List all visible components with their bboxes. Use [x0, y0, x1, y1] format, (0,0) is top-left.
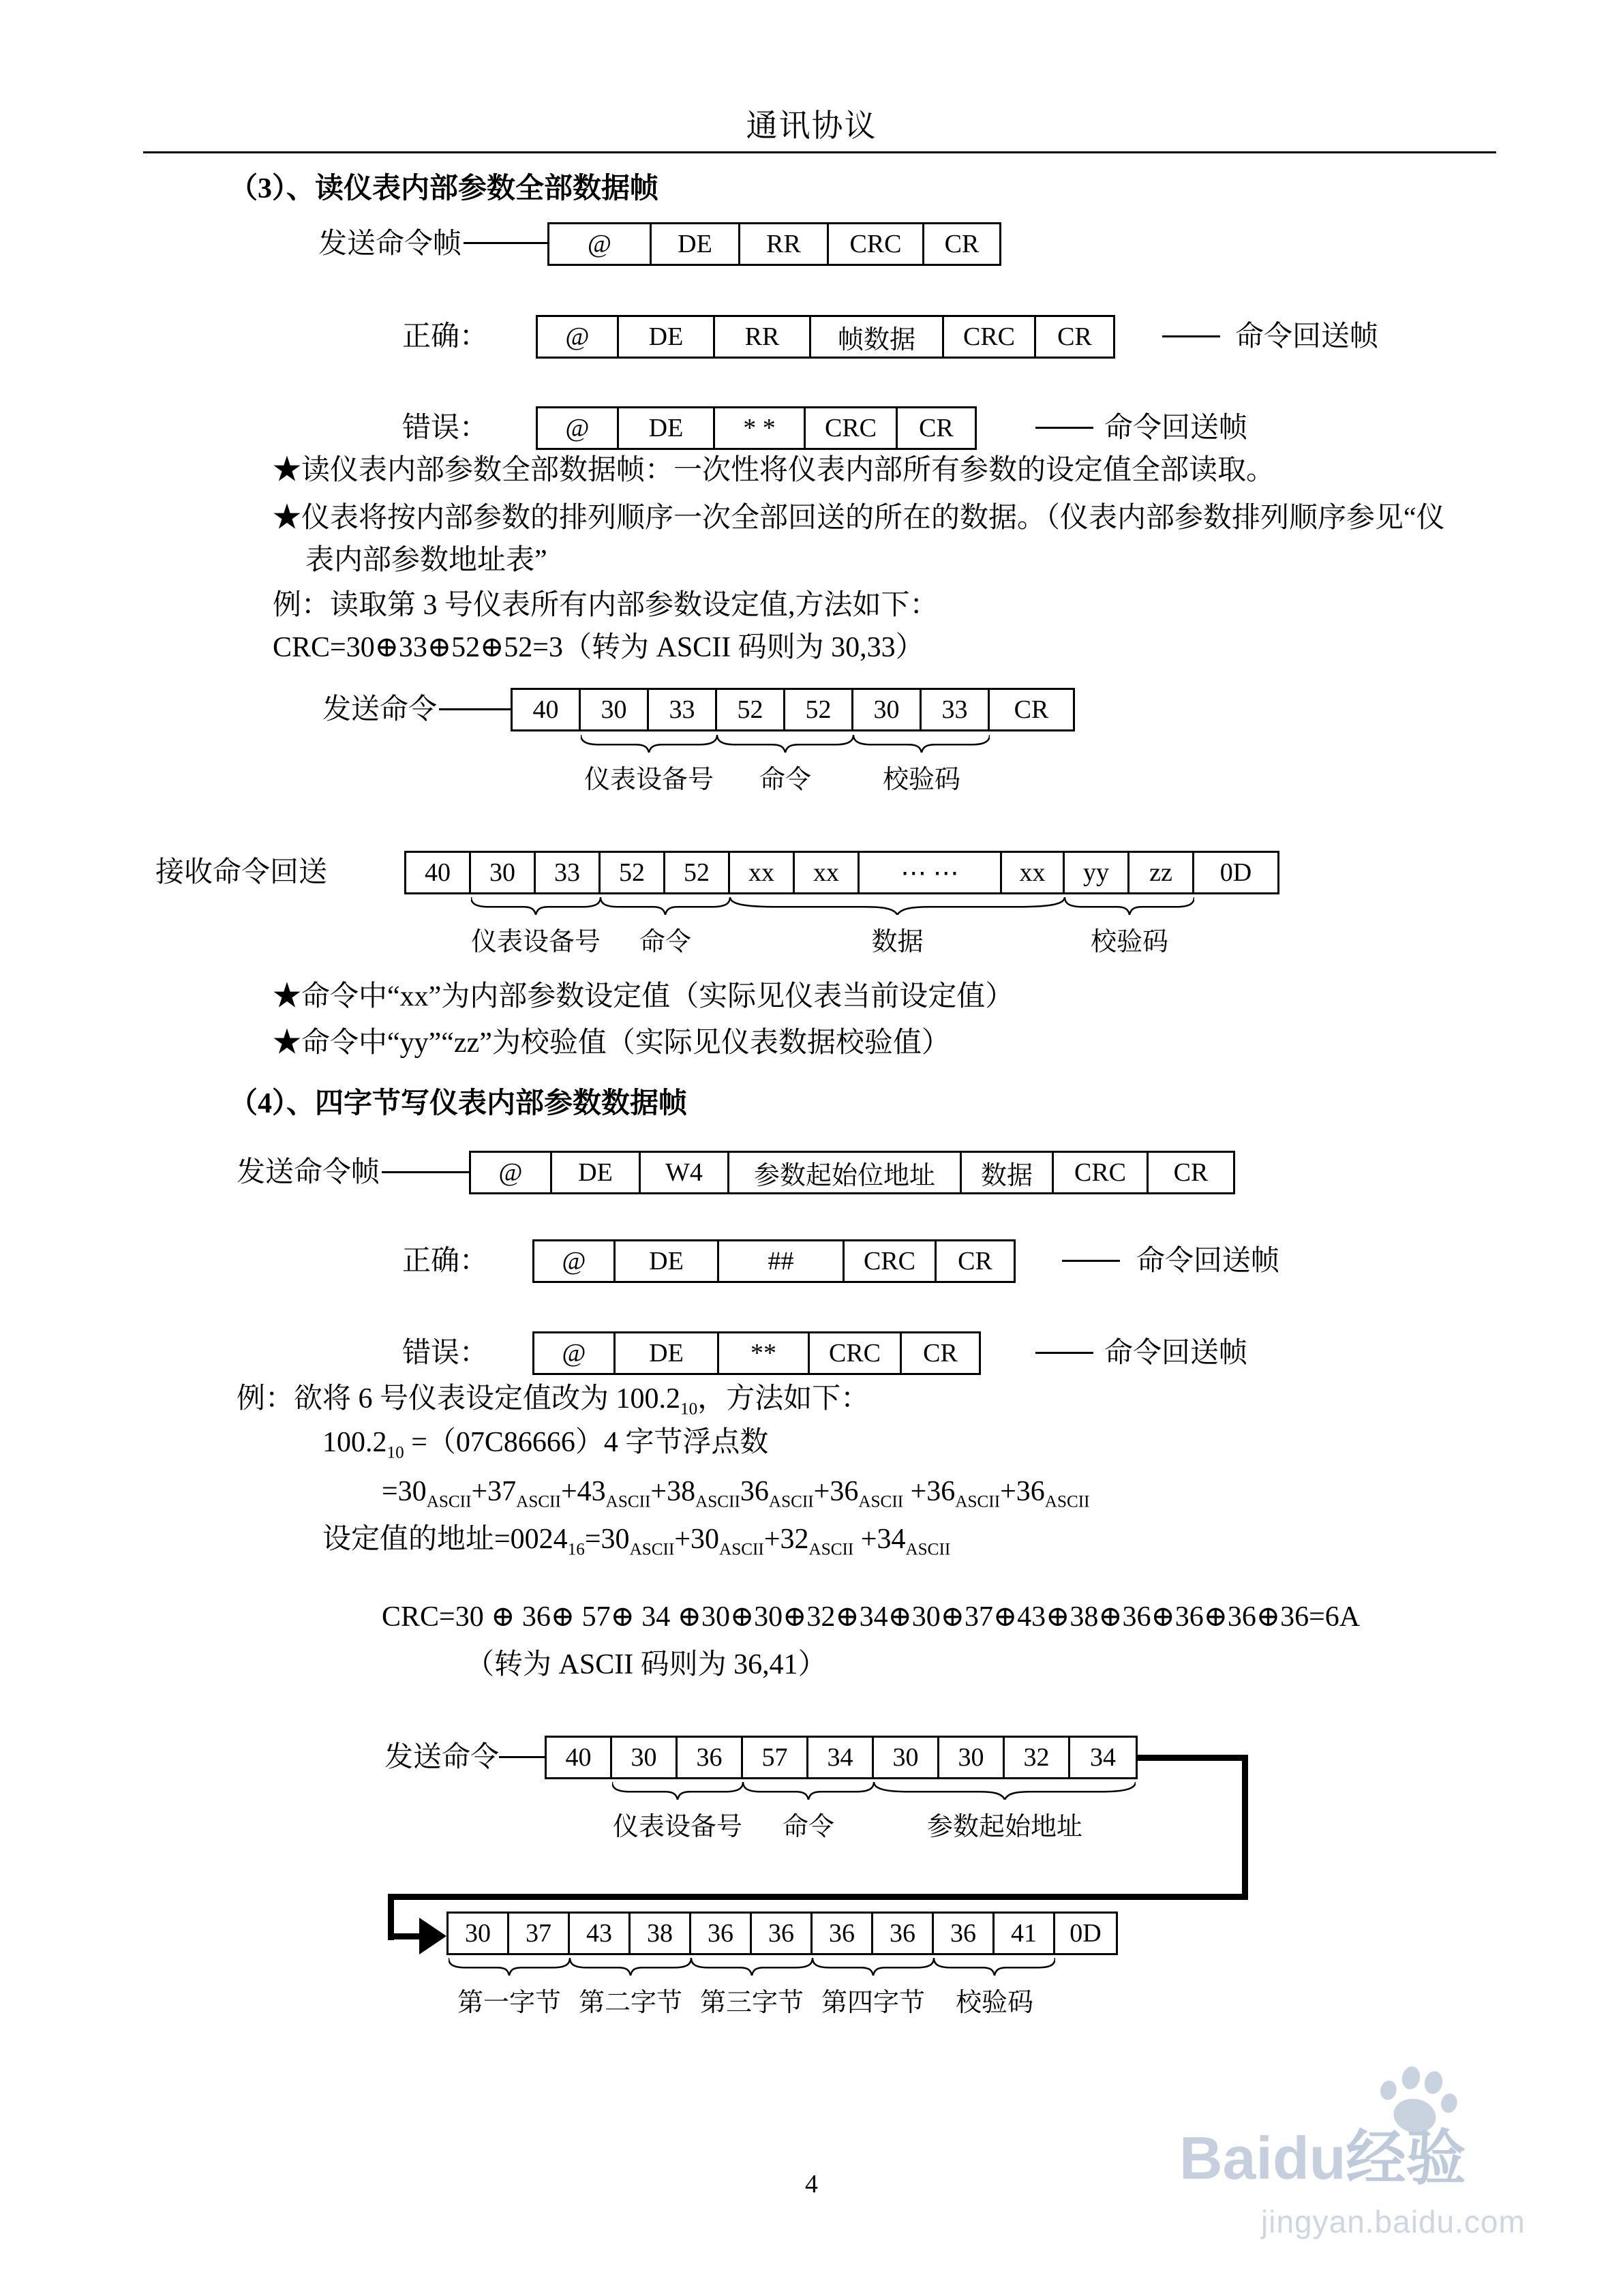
frame-cell: ** — [719, 1333, 810, 1373]
underbrace-group — [691, 1958, 813, 2019]
underbrace-group — [471, 897, 601, 958]
frame-send-bytes-s4 — [545, 1736, 1138, 1779]
frame-send-command-s4 — [469, 1151, 1235, 1194]
frame-data-bytes-s4 — [446, 1912, 1118, 1955]
frame-cell: 数据 — [962, 1153, 1054, 1192]
frame-cell: * * — [715, 408, 806, 448]
note-text: ★命令中“xx”为内部参数设定值（实际见仪表当前设定值） — [273, 981, 1014, 1012]
underbrace — [874, 1782, 1136, 1800]
frame-cell: xx — [730, 853, 795, 892]
frame-response-ok-s4 — [532, 1239, 1016, 1283]
brace-label: 校验码 — [882, 766, 960, 794]
frame-cell: yy — [1065, 853, 1129, 892]
header-rule — [143, 151, 1496, 153]
underbrace-group — [743, 1782, 874, 1843]
frame-cell: DE — [616, 1333, 719, 1373]
frame-response-ok-s3 — [536, 315, 1115, 359]
underbrace — [601, 897, 730, 915]
section3-heading: （3）、读仪表内部参数全部数据帧 — [229, 173, 659, 205]
underbrace-group — [717, 735, 853, 796]
underbrace — [612, 1782, 743, 1800]
frame-cell: 36 — [873, 1914, 934, 1953]
frame-cell: 40 — [406, 853, 471, 892]
underbrace — [813, 1958, 934, 1976]
receive-command-label: 接收命令回送 — [155, 857, 328, 888]
frame-cell: @ — [538, 317, 619, 357]
frame-cell: 30 — [612, 1738, 678, 1777]
watermark-url: jingyan.baidu.com — [1261, 2204, 1526, 2239]
note-text: 表内部参数地址表” — [305, 545, 547, 576]
frame-cell: 38 — [631, 1914, 691, 1953]
frame-cell: CRC — [806, 408, 898, 448]
send-frame-label: 发送命令帧 — [318, 228, 462, 260]
frame-cell: 30 — [874, 1738, 939, 1777]
brace-label: 仪表设备号 — [612, 1813, 742, 1841]
response-frame-label: 命令回送帧 — [1136, 1245, 1280, 1277]
underbrace — [1065, 897, 1194, 915]
underbrace-group — [449, 1958, 570, 2019]
frame-cell: 0D — [1219, 858, 1252, 887]
underbrace-group — [934, 1958, 1055, 2019]
ascii-expansion-line: $=30_{ASCII}+37_{ASCII}+43_{ASCII}+38_{ASCII}36_{ASCII}+36_{ASCII} +36_{ASCII}+36_{ASCII}$ — [382, 1476, 1090, 1511]
frame-receive-bytes-s3 — [404, 851, 1279, 894]
underbrace-group — [612, 1782, 743, 1843]
frame-cell: 33 — [536, 853, 601, 892]
float-value-line: $100.2_{10} =(07C86666)4$ 字节浮点数 — [322, 1427, 769, 1462]
frame-cell: 36 — [752, 1914, 813, 1953]
page-title: 通讯协议 — [746, 108, 877, 143]
send-command-label: 发送命令 — [384, 1742, 500, 1773]
watermark-brand-latin: Baidu — [1179, 2124, 1346, 2192]
frame-cell: CRC — [944, 317, 1036, 357]
brace-label: 第二字节 — [578, 1989, 682, 2017]
frame-cell: DE — [619, 317, 715, 357]
underbrace-group — [601, 897, 730, 958]
brace-label: 第一字节 — [457, 1989, 561, 2017]
connector-line — [1035, 1352, 1093, 1354]
frame-cell: RR — [740, 224, 829, 264]
crc-formula: CRC=30⊕33⊕52⊕52=3（转为 ASCII 码则为 30,33） — [273, 632, 924, 663]
frame-cell: 36 — [691, 1914, 752, 1953]
brace-label: 第三字节 — [699, 1989, 804, 2017]
response-ok-label: 正确： — [402, 1245, 489, 1277]
example-text: 例：欲将 6 号仪表设定值改为 $100.2_{10}$，方法如下： — [237, 1383, 870, 1419]
frame-cell: 52 — [601, 853, 665, 892]
frame-cell: ## — [719, 1241, 845, 1281]
brace-label: 校验码 — [1090, 928, 1168, 956]
connector-line — [1138, 1755, 1248, 1761]
frame-cell: DE — [652, 224, 740, 264]
brace-label: 命令 — [639, 928, 691, 956]
underbrace-group — [570, 1958, 691, 2019]
connector-line — [388, 1933, 422, 1939]
frame-cell: @ — [549, 224, 652, 264]
brace-label: 参数起始地址 — [926, 1813, 1082, 1841]
underbrace-group — [581, 735, 717, 796]
frame-cell: 34 — [808, 1738, 874, 1777]
note-text: ★仪表将按内部参数的排列顺序一次全部回送的所在的数据。（仪表内部参数排列顺序参见“仪 — [273, 502, 1445, 534]
frame-cell: RR — [715, 317, 811, 357]
underbrace — [717, 735, 853, 753]
frame-cell: xx — [1000, 853, 1065, 892]
page-number: 4 — [805, 2170, 818, 2199]
response-error-label: 错误： — [402, 412, 489, 444]
response-frame-label: 命令回送帧 — [1104, 1338, 1248, 1369]
frame-cell: 40 — [547, 1738, 612, 1777]
brace-label: 第四字节 — [821, 1989, 925, 2017]
underbrace-group — [874, 1782, 1136, 1843]
brace-label: 仪表设备号 — [471, 928, 601, 956]
frame-cell: W4 — [641, 1153, 729, 1192]
underbrace — [730, 897, 1065, 915]
watermark-brand — [1179, 2111, 1466, 2196]
frame-cell: CR — [1014, 695, 1049, 724]
brace-label: 校验码 — [955, 1989, 1033, 2017]
frame-cell: 43 — [570, 1914, 631, 1953]
frame-cell: CR — [944, 230, 980, 258]
frame-cell: @ — [534, 1333, 616, 1373]
frame-cell: CRC — [810, 1333, 902, 1373]
response-frame-label: 命令回送帧 — [1104, 412, 1248, 444]
frame-cell: 40 — [513, 690, 581, 729]
underbrace — [691, 1958, 813, 1976]
connector-line — [1162, 335, 1220, 337]
frame-cell: 0D — [1070, 1919, 1102, 1948]
frame-cell: zz — [1129, 853, 1194, 892]
frame-cell: 57 — [743, 1738, 808, 1777]
frame-cell: DE — [619, 408, 715, 448]
underbrace — [570, 1958, 691, 1976]
note-text: ★命令中“yy”“zz”为校验值（实际见仪表数据校验值） — [273, 1027, 950, 1059]
connector-line — [1242, 1755, 1248, 1900]
underbrace — [471, 897, 601, 915]
frame-cell: CR — [923, 1339, 958, 1368]
frame-cell: 32 — [1005, 1738, 1070, 1777]
frame-cell: CR — [919, 414, 954, 442]
frame-cell: @ — [534, 1241, 616, 1281]
frame-cell: 41 — [995, 1914, 1055, 1953]
send-command-label: 发送命令 — [322, 694, 438, 725]
connector-line — [1062, 1260, 1120, 1262]
connector-line — [1035, 427, 1093, 429]
watermark-brand-cjk: 经验 — [1346, 2124, 1466, 2192]
connector-line — [382, 1171, 469, 1173]
underbrace-group — [1065, 897, 1194, 958]
send-frame-label: 发送命令帧 — [237, 1157, 380, 1188]
brace-label: 命令 — [782, 1813, 834, 1841]
response-ok-label: 正确： — [402, 321, 489, 352]
frame-cell: 34 — [1090, 1743, 1116, 1772]
example-text: 例：读取第 3 号仪表所有内部参数设定值,方法如下： — [273, 590, 939, 621]
frame-send-command-s3 — [547, 222, 1001, 266]
address-line: 设定值的地址$=0024_{16}=30_{ASCII}+30_{ASCII}+32_{ASCII} +34_{ASCII}$ — [322, 1524, 951, 1559]
frame-response-error-s3 — [536, 406, 977, 450]
frame-cell: CR — [1057, 322, 1092, 351]
frame-cell: 30 — [581, 690, 649, 729]
frame-send-bytes-s3 — [511, 688, 1075, 731]
frame-cell: 参数起始位地址 — [729, 1153, 962, 1192]
connector-line — [439, 708, 511, 710]
frame-cell: CRC — [829, 224, 924, 264]
frame-cell: CR — [958, 1247, 992, 1275]
brace-label: 仪表设备号 — [583, 766, 714, 794]
response-error-label: 错误： — [402, 1338, 489, 1369]
section4-heading: （4）、四字节写仪表内部参数数据帧 — [229, 1088, 688, 1119]
frame-cell: @ — [538, 408, 619, 448]
frame-cell: 30 — [853, 690, 922, 729]
frame-cell: DE — [616, 1241, 719, 1281]
frame-cell: 37 — [509, 1914, 570, 1953]
frame-cell: 30 — [939, 1738, 1005, 1777]
brace-label: 数据 — [871, 928, 924, 956]
crc-formula: CRC=30 ⊕ 36⊕ 57⊕ 34 ⊕30⊕30⊕32⊕34⊕30⊕37⊕43⊕38⊕36⊕36⊕36⊕36=6A — [382, 1601, 1361, 1633]
note-text: ★读仪表内部参数全部数据帧：一次性将仪表内部所有参数的设定值全部读取。 — [273, 455, 1275, 486]
arrow-right-icon — [419, 1918, 446, 1954]
connector-line — [388, 1894, 1248, 1900]
frame-cell: 30 — [449, 1914, 509, 1953]
frame-cell: ⋯ ⋯ — [900, 858, 959, 888]
frame-cell: 帧数据 — [811, 317, 944, 357]
response-frame-label: 命令回送帧 — [1235, 321, 1379, 352]
frame-cell: 52 — [785, 690, 853, 729]
underbrace — [581, 735, 717, 753]
frame-cell: 52 — [665, 853, 730, 892]
frame-cell: DE — [552, 1153, 641, 1192]
frame-cell: 52 — [717, 690, 785, 729]
frame-cell: CRC — [1054, 1153, 1149, 1192]
frame-cell: CRC — [845, 1241, 937, 1281]
frame-cell: @ — [471, 1153, 552, 1192]
frame-cell: 30 — [471, 853, 536, 892]
frame-cell: 33 — [922, 690, 990, 729]
brace-label: 命令 — [759, 766, 811, 794]
frame-cell: 33 — [649, 690, 717, 729]
underbrace-group — [813, 1958, 934, 2019]
connector-line — [464, 242, 547, 244]
frame-cell: CR — [1173, 1158, 1209, 1187]
underbrace-group — [730, 897, 1065, 958]
underbrace — [934, 1958, 1055, 1976]
frame-cell: 36 — [813, 1914, 873, 1953]
underbrace — [743, 1782, 874, 1800]
frame-cell: 36 — [934, 1914, 995, 1953]
frame-cell: 36 — [678, 1738, 743, 1777]
underbrace — [853, 735, 990, 753]
frame-cell: xx — [795, 853, 860, 892]
frame-response-error-s4 — [532, 1331, 981, 1375]
underbrace — [449, 1958, 570, 1976]
underbrace-group — [853, 735, 990, 796]
connector-line — [499, 1756, 545, 1758]
crc-formula-note: （转为 ASCII 码则为 36,41） — [466, 1649, 827, 1680]
